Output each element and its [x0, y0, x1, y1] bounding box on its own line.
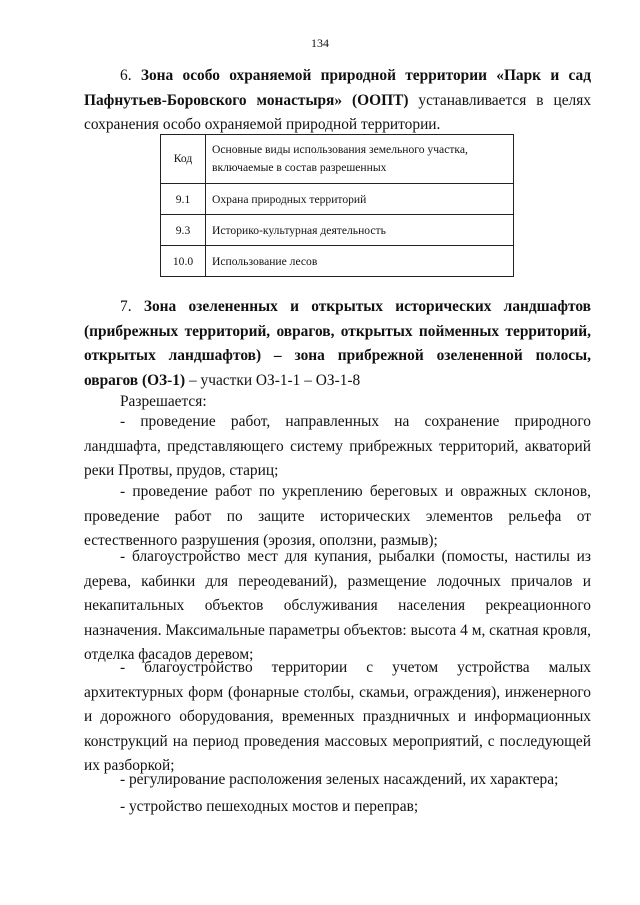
section-6-paragraph: [84, 64, 591, 138]
land-use-table: [160, 134, 514, 277]
table-header-description: Основные виды использования земельного участка, включаемые в состав разрешенных: [206, 135, 514, 184]
section-6-text: устанавливается в целях сохранения особо охраняемой природной территории.: [84, 91, 592, 134]
table-cell-name: Использование лесов: [206, 246, 514, 277]
section-6-number: 6.: [120, 67, 132, 84]
section-7-text: – участки ОЗ-1-1 – ОЗ-1-8: [185, 371, 361, 389]
table-cell-code: 9.3: [161, 215, 206, 246]
section-6-title: Зона особо охраняемой природной территории «Парк и сад Пафнутьев-Боровского монастыря» (ООПТ): [84, 67, 591, 109]
list-item: - проведение работ по укреплению береговых и овражных склонов, проведение работ по защите исторических элементов рельефа от естественного разрушения (эрозия, оползни, размыв);: [84, 483, 591, 550]
table-row: [161, 246, 514, 277]
page-number: 134: [311, 36, 329, 50]
table-row: [161, 215, 514, 246]
table-cell-name: Охрана природных территорий: [206, 184, 514, 215]
allowed-heading: Разрешается:: [120, 393, 207, 410]
table-cell-code: 9.1: [161, 184, 206, 215]
table-header-code: Код: [161, 135, 206, 184]
list-item: - проведение работ, направленных на сохранение природного ландшафта, представляющего систему прибрежных территорий, акваторий реки Протвы, прудов, стариц;: [84, 413, 591, 480]
table-cell-name: Историко-культурная деятельность: [206, 215, 514, 246]
list-item: - регулирование расположения зеленых насаждений, их характера;: [120, 771, 559, 788]
table-cell-code: 10.0: [161, 246, 206, 277]
list-item: - благоустройство мест для купания, рыбалки (помосты, настилы из дерева, кабинки для переодеваний), размещение лодочных причалов и некапитальных объектов обслуживания населения рекреационного назначения. Максимальные параметры объектов: высота 4 м, скатная кровля, отделка фасадов деревом;: [84, 548, 591, 664]
list-item: - благоустройство территории с учетом устройства малых архитектурных форм (фонарные столбы, скамьи, ограждения), инженерного и дорожного оборудования, временных праздничных и информационных конструкций на период проведения массовых мероприятий, с последующей их разборкой;: [84, 659, 591, 775]
table-row: [161, 184, 514, 215]
section-7-number: 7.: [120, 298, 132, 315]
list-item: - устройство пешеходных мостов и переправ;: [120, 798, 419, 815]
table-header-row: [161, 135, 514, 184]
section-7-paragraph: [84, 295, 591, 393]
section-7-title: Зона озелененных и открытых исторических ландшафтов (прибрежных территорий, оврагов, открытых пойменных территорий, открытых ландшафтов) – зона прибрежной озелененной полосы, оврагов (ОЗ-1): [84, 298, 591, 389]
